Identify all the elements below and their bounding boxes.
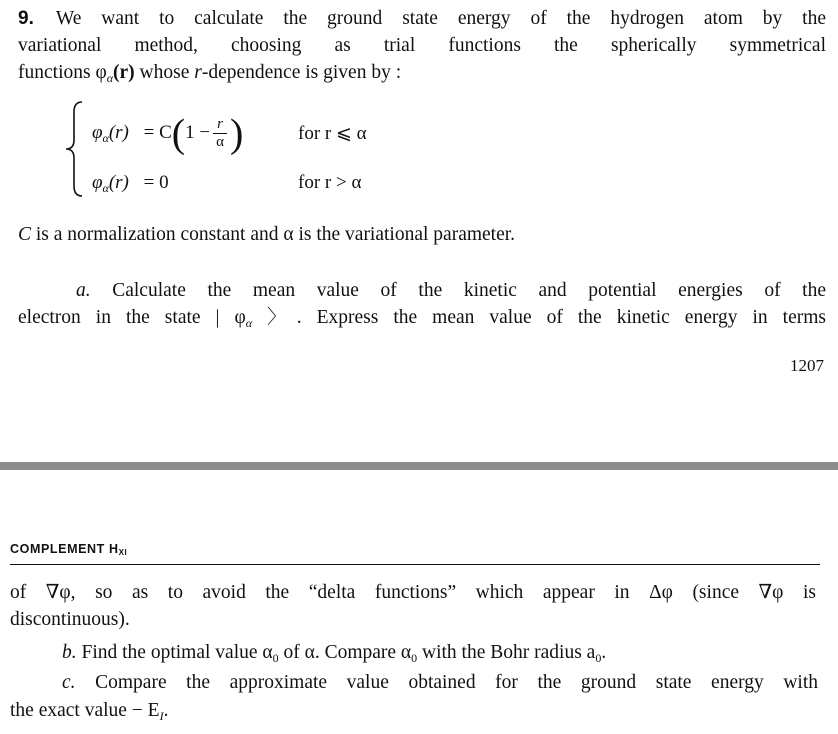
part-b-text-c: with the Bohr radius a [417,642,596,663]
part-c-text: Compare the approximate value obtained for the ground state energy with [75,672,818,693]
eq2-phi: φ [92,172,103,193]
problem-line-2: variational method, choosing as trial functions the spherically symmetrical [18,35,826,56]
alpha0-sub-1: 0 [272,651,279,665]
alpha0-sub-2: 0 [411,651,418,665]
eq2-rhs: = 0 [143,172,169,193]
state-subscript: α [245,316,253,330]
eq2-r: (r) [108,172,129,193]
part-a-line-2 [18,305,826,336]
ei-subscript: I [159,709,164,723]
eq1-phi: φ [92,121,103,143]
eq1-paren-open: ( [171,110,186,156]
eq1-denominator: α [216,134,224,150]
eq1-equals-c: = C [143,121,172,143]
normalization-text: is a normalization constant and α is the variational parameter. [31,224,516,245]
vector-r: (r) [113,62,135,83]
part-b-label: b. [62,642,77,663]
page-number: 1207 [790,356,824,375]
left-brace-icon [62,100,86,198]
phi-subscript: α [106,71,114,85]
eq1-phi-sub: α [102,130,109,145]
part-b-text-a: Find the optimal value α [76,642,273,663]
continuation-line-2: discontinuous). [10,609,130,630]
phi-symbol: functions φ [18,62,107,83]
part-c-line-1 [62,670,818,696]
problem-text-3b: -dependence is given by : [201,62,402,83]
continuation-line-1: of ∇φ, so as to avoid the “delta functions” which appear in Δφ (since ∇φ is [10,582,816,603]
header-label: COMPLEMENT H [10,542,119,556]
problem-text-3a: whose [134,62,195,83]
part-b-text-d: . [601,642,607,663]
constant-c: C [18,224,32,245]
part-c-text-2a: the exact value − E [10,700,160,721]
part-b-line [62,640,606,671]
problem-line-1 [18,6,826,32]
part-a-text-1: Calculate the mean value of the kinetic and potential energies of the [90,280,826,301]
eq1-r: (r) [108,121,129,143]
part-c-line-2 [10,698,818,729]
a0-sub: 0 [595,651,602,665]
part-b-text-b: of α. Compare α [278,642,412,663]
r-variable: r [194,62,202,83]
eq1-fraction [213,116,227,151]
header-subscript: XI [118,548,128,557]
part-a-label: a. [76,280,91,301]
part-c-text-2b: . [163,700,169,721]
eq1-numerator: r [213,116,227,134]
page-divider [0,462,838,470]
part-c-label: c. [62,672,76,693]
eq2-phi-sub: α [102,181,109,195]
eq1-paren-close: ) [229,110,244,156]
eq1-one-minus: 1 − [185,121,211,143]
equation-1 [92,110,244,156]
running-header [10,542,127,557]
equation-2 [92,172,169,196]
page-continuation [0,470,838,734]
eq1-condition: for r ⩽ α [298,123,367,144]
part-a-line-1 [76,278,826,304]
problem-text-1: We want to calculate the ground state energy of the hydrogen atom by the [55,8,826,29]
part-a-text-2b: 〉. Express the mean value of the kinetic energy in terms [252,307,826,328]
header-rule [10,564,820,565]
eq2-condition: for r > α [298,172,362,193]
problem-number: 9. [18,8,34,29]
problem-line-3 [18,60,826,91]
part-a-text-2a: electron in the state | φ [18,307,246,328]
normalization-line [18,222,826,248]
